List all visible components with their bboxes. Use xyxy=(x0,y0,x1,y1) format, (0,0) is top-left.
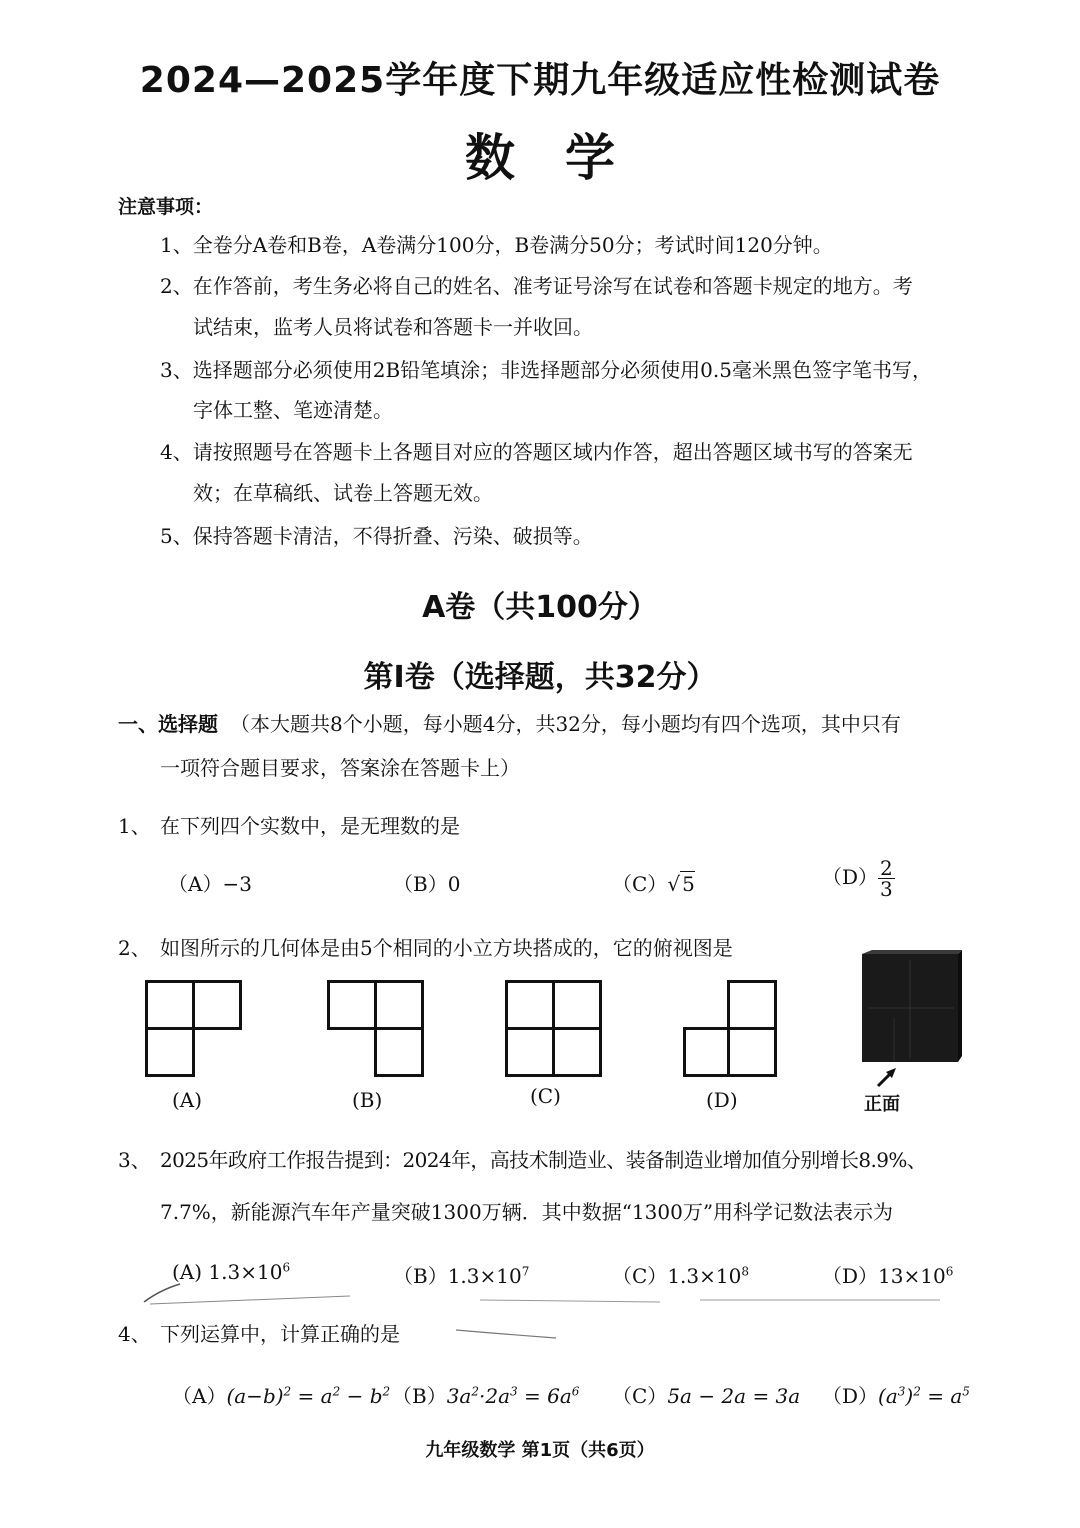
q2-figure-b xyxy=(327,980,423,1076)
q4-d-expr1: (a xyxy=(878,1384,898,1408)
q4-b-expr2: ·2a xyxy=(479,1384,511,1408)
instruction-line1: （本大题共8个小题，每小题4分，共32分，每小题均有四个选项，其中只有 xyxy=(230,712,901,736)
q4-option-a xyxy=(172,1380,390,1409)
q4-b-exp3: 6 xyxy=(571,1384,580,1399)
q4-a-label: （A） xyxy=(172,1384,227,1408)
q1-d-label: （D） xyxy=(822,865,879,889)
q3-c-label: （C） xyxy=(612,1264,668,1288)
q4-text: 下列运算中，计算正确的是 xyxy=(160,1322,400,1346)
grid-cell xyxy=(505,980,555,1030)
q1-d-denominator: 3 xyxy=(880,877,893,901)
grid-cell xyxy=(145,980,195,1030)
q4-option-c xyxy=(612,1380,800,1409)
notice-heading: 注意事项： xyxy=(118,196,214,218)
q1-option-a xyxy=(168,868,252,897)
q1-c-value: 5 xyxy=(682,872,695,896)
solid-side-face xyxy=(958,950,962,1062)
solid-top-face xyxy=(862,950,962,954)
q1-c-label: （C） xyxy=(612,872,668,896)
q3-line2: 7.7%，新能源汽车年产量突破1300万辆．其中数据“1300万”用科学记数法表示为 xyxy=(160,1200,894,1224)
q4-c-expr: 5a − 2a = 3a xyxy=(667,1384,801,1408)
front-label: 正面 xyxy=(864,1094,900,1115)
q3-b-label: （B） xyxy=(393,1264,448,1288)
grid-cell xyxy=(327,980,377,1030)
notice-item-2: 2、在作答前，考生务必将自己的姓名、准考证号涂写在试卷和答题卡规定的地方。考 xyxy=(160,274,913,298)
q4-b-expr1: 3a xyxy=(446,1384,472,1408)
grid-cell xyxy=(192,980,242,1030)
q4-a-exp2: 2 xyxy=(332,1384,341,1399)
grid-cell xyxy=(683,1027,730,1077)
grid-cell xyxy=(374,980,424,1030)
q3-d-label: （D） xyxy=(822,1264,879,1288)
notice-item-4-cont: 效；在草稿纸、试卷上答题无效。 xyxy=(193,481,493,505)
q3-b-exp: 7 xyxy=(521,1264,530,1279)
grid-cell xyxy=(552,1027,602,1077)
pencil-marks xyxy=(140,1282,960,1308)
notice-item-5: 5、保持答题卡清洁，不得折叠、污染、破损等。 xyxy=(160,524,593,548)
q3-option-a xyxy=(172,1260,290,1284)
q4-b-expr3: = 6a xyxy=(517,1384,572,1408)
q1-option-b xyxy=(393,868,460,897)
q4-a-expr3: − b xyxy=(340,1384,383,1408)
q1-number: 1、 xyxy=(118,814,151,838)
q3-a-label: (A) xyxy=(172,1260,203,1284)
q3-line1: 2025年政府工作报告提到：2024年，高技术制造业、装备制造业增加值分别增长8.9%、 xyxy=(160,1148,927,1172)
q4-number: 4、 xyxy=(118,1322,151,1346)
q3-c-exp: 8 xyxy=(741,1264,749,1279)
q2-figure-a xyxy=(145,980,241,1076)
q4-a-exp1: 2 xyxy=(283,1384,292,1399)
grid-cell xyxy=(552,980,602,1030)
instruction-line2: 一项符合题目要求，答案涂在答题卡上） xyxy=(160,756,520,780)
q1-b-value: 0 xyxy=(447,872,461,896)
q4-b-exp1: 2 xyxy=(471,1384,479,1399)
q4-option-b xyxy=(392,1380,579,1409)
notice-item-4: 4、请按照题号在答题卡上各题目对应的答题区域内作答，超出答题区域书写的答案无 xyxy=(160,440,913,464)
q3-d-exp: 6 xyxy=(945,1264,954,1279)
q3-a-exp: 6 xyxy=(282,1260,291,1275)
q4-d-exp1: 3 xyxy=(897,1384,906,1399)
sqrt-sign: √ xyxy=(667,872,681,896)
q4-d-label: （D） xyxy=(822,1384,879,1408)
q4-a-expr2: = a xyxy=(291,1384,333,1408)
q1-d-fraction xyxy=(878,858,895,899)
q2-caption-c: (C) xyxy=(530,1084,561,1108)
notice-item-1: 1、全卷分A卷和B卷，A卷满分100分，B卷满分50分；考试时间120分钟。 xyxy=(160,233,833,257)
q4-a-exp3: 2 xyxy=(382,1384,391,1399)
subject-title: 数 学 xyxy=(465,129,615,187)
q4-d-exp2: 2 xyxy=(913,1384,921,1399)
q4-d-exp3: 5 xyxy=(962,1384,970,1399)
grid-cell xyxy=(505,1027,555,1077)
part1-title: 第Ⅰ卷（选择题，共32分） xyxy=(363,660,717,695)
q3-b-base: 1.3×10 xyxy=(447,1264,522,1288)
section-a-title: A卷（共100分） xyxy=(422,590,658,625)
q2-figure-c xyxy=(505,980,601,1076)
q2-solid-figure xyxy=(858,950,968,1070)
grid-cell xyxy=(727,980,777,1030)
q2-caption-d: (D) xyxy=(706,1088,738,1112)
q1-a-label: （A） xyxy=(168,872,223,896)
front-arrow-icon xyxy=(872,1066,902,1088)
q4-a-expr1: (a−b) xyxy=(226,1384,284,1408)
q1-text: 在下列四个实数中，是无理数的是 xyxy=(160,814,460,838)
page-footer: 九年级数学 第1页（共6页） xyxy=(425,1440,655,1461)
q2-caption-a: (A) xyxy=(172,1088,203,1112)
q4-b-exp2: 3 xyxy=(510,1384,518,1399)
q2-figure-d xyxy=(683,980,779,1076)
q2-caption-b: (B) xyxy=(352,1088,383,1112)
grid-cell xyxy=(727,1027,777,1077)
q2-text: 如图所示的几何体是由5个相同的小立方块搭成的，它的俯视图是 xyxy=(160,936,733,960)
q3-number: 3、 xyxy=(118,1148,151,1172)
pencil-mark xyxy=(452,1326,562,1342)
q3-d-base: 13×10 xyxy=(878,1264,946,1288)
grid-cell xyxy=(374,1027,424,1077)
q4-option-d xyxy=(822,1380,970,1409)
grid-cell xyxy=(145,1027,195,1077)
q2-number: 2、 xyxy=(118,936,151,960)
notice-item-2-cont: 试结束，监考人员将试卷和答题卡一并收回。 xyxy=(193,315,593,339)
q4-c-label: （C） xyxy=(612,1384,668,1408)
instruction-lead: 一、选择题 xyxy=(118,712,218,736)
notice-item-3: 3、选择题部分必须使用2B铅笔填涂；非选择题部分必须使用0.5毫米黑色签字笔书写， xyxy=(160,358,932,382)
q4-d-expr2: ) xyxy=(905,1384,914,1408)
q1-d-numerator: 2 xyxy=(880,856,893,880)
q3-a-base: 1.3×10 xyxy=(208,1260,283,1284)
q1-option-c xyxy=(612,868,695,897)
q1-b-label: （B） xyxy=(393,872,448,896)
q4-d-expr3: = a xyxy=(920,1384,963,1408)
exam-title: 2024—2025学年度下期九年级适应性检测试卷 xyxy=(139,60,941,101)
q1-a-value: −3 xyxy=(222,872,252,896)
q4-b-label: （B） xyxy=(392,1384,447,1408)
q1-option-d xyxy=(822,858,895,899)
q3-c-base: 1.3×10 xyxy=(667,1264,742,1288)
notice-item-3-cont: 字体工整、笔迹清楚。 xyxy=(193,398,393,422)
